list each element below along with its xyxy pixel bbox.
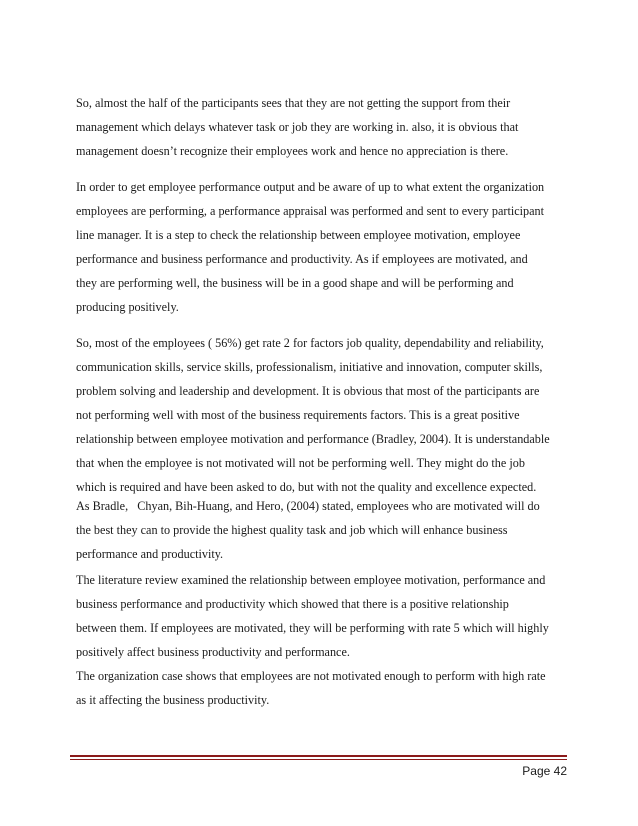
footer-divider	[70, 755, 567, 757]
text-line: between them. If employees are motivated, they will be performing with rate 5 which will highly	[76, 621, 549, 635]
text-line: as it affecting the business productivity.	[76, 693, 270, 707]
text-line: The organization case shows that employees are not motivated enough to perform with high rate	[76, 669, 546, 683]
footer-divider-thin	[70, 759, 567, 760]
text-line: As Bradle, Chyan, Bih-Huang, and Hero, (2004) stated, employees who are motivated will do	[76, 499, 540, 513]
text-line: the best they can to provide the highest quality task and job which will enhance business	[76, 523, 508, 537]
text-line: performance and productivity.	[76, 547, 224, 561]
text-line: employees are performing, a performance appraisal was performed and sent to every participant	[76, 204, 544, 218]
text-line: In order to get employee performance output and be aware of up to what extent the organization	[76, 180, 545, 194]
text-line: The literature review examined the relationship between employee motivation, performance and	[76, 573, 546, 587]
text-line: which is required and have been asked to do, but with not the quality and excellence expected.	[76, 480, 537, 494]
text-line: relationship between employee motivation and performance (Bradley, 2004). It is understandable	[76, 432, 550, 446]
text-line: problem solving and leadership and development. It is obvious that most of the participants are	[76, 384, 540, 398]
text-line: So, almost the half of the participants sees that they are not getting the support from their	[76, 96, 511, 110]
text-line: they are performing well, the business will be in a good shape and will be performing and	[76, 276, 514, 290]
page-number: Page 42	[522, 764, 567, 778]
text-line: performance and business performance and productivity. As if employees are motivated, and	[76, 252, 528, 266]
text-line: communication skills, service skills, professionalism, initiative and innovation, computer skills,	[76, 360, 543, 374]
text-line: producing positively.	[76, 300, 179, 314]
text-line: not performing well with most of the business requirements factors. This is a great positive	[76, 408, 520, 422]
text-line: management which delays whatever task or job they are working in. also, it is obvious that	[76, 120, 519, 134]
text-line: that when the employee is not motivated will not be performing well. They might do the job	[76, 456, 525, 470]
text-line: management doesn’t recognize their employees work and hence no appreciation is there.	[76, 144, 509, 158]
text-line: positively affect business productivity and performance.	[76, 645, 350, 659]
text-line: line manager. It is a step to check the relationship between employee motivation, employee	[76, 228, 521, 242]
text-line: business performance and productivity which showed that there is a positive relationship	[76, 597, 509, 611]
text-line: So, most of the employees ( 56%) get rate 2 for factors job quality, dependability and reliability,	[76, 336, 544, 350]
